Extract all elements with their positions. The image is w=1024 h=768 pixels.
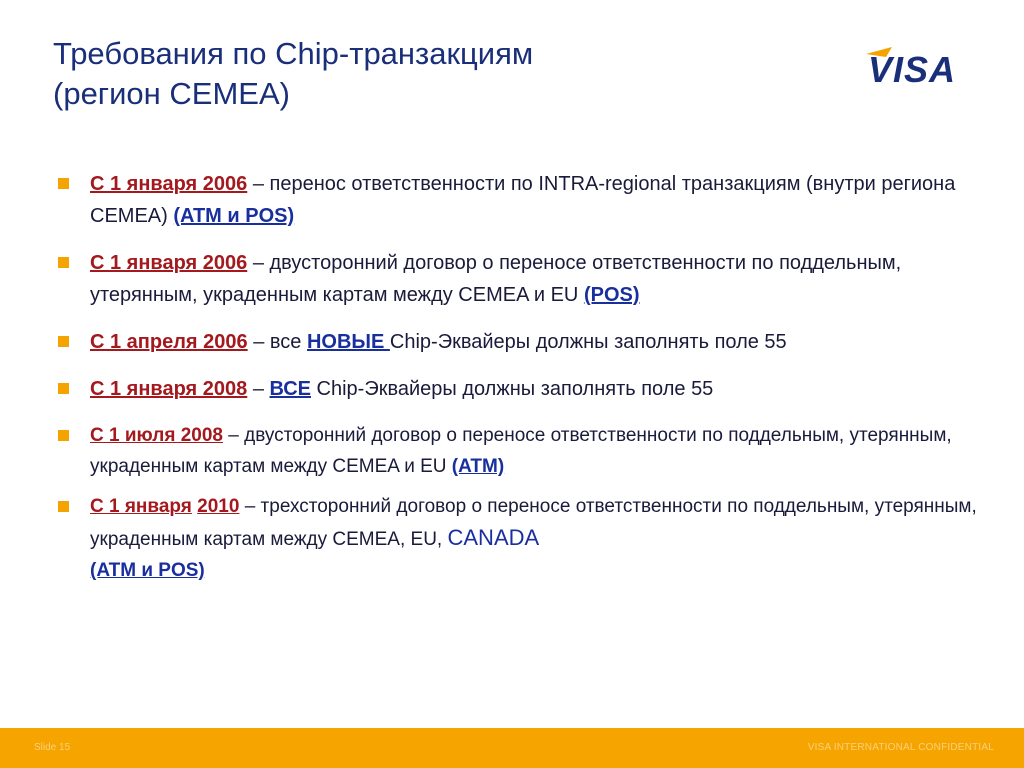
list-item bbox=[58, 491, 1008, 586]
item-date: С 1 января 2006 bbox=[90, 252, 248, 274]
requirements-list bbox=[58, 168, 1008, 597]
item-tag: (ATM и POS) bbox=[90, 560, 205, 581]
bullet-marker bbox=[58, 430, 69, 441]
item-date: С 1 января bbox=[90, 496, 192, 517]
item-text: – двусторонний договор о переносе ответственности по поддельным, утерянным, украденным картам между CEMEA и EU bbox=[90, 252, 902, 306]
item-text: – все bbox=[247, 331, 307, 353]
list-item bbox=[58, 247, 1008, 311]
list-item bbox=[58, 326, 1008, 358]
list-item bbox=[58, 168, 1008, 232]
item-text: Chip-Эквайеры должны заполнять поле 55 bbox=[389, 331, 787, 353]
slide-title bbox=[53, 34, 773, 114]
item-tag: (ATM) bbox=[451, 456, 505, 477]
list-item bbox=[58, 420, 1008, 482]
item-text: – трехсторонний договор о переносе ответственности по поддельным, утерянным, украденным картам между CEMEA, EU, bbox=[90, 496, 977, 550]
footer-bar bbox=[0, 728, 1024, 768]
item-emphasis: ВСЕ bbox=[269, 378, 311, 400]
item-emphasis: НОВЫЕ bbox=[306, 331, 390, 353]
slide-title-line-2: (регион CEMEA) bbox=[53, 76, 290, 111]
bullet-marker bbox=[58, 257, 69, 268]
visa-logo bbox=[864, 44, 976, 86]
visa-logo-text: VISA bbox=[868, 49, 957, 86]
item-date: С 1 января 2008 bbox=[90, 378, 248, 400]
item-text: – bbox=[247, 378, 270, 400]
item-text: – перенос ответственности по INTRA-regional транзакциям (внутри региона CEMEA) bbox=[90, 173, 956, 227]
item-date: С 1 июля 2008 bbox=[90, 425, 223, 446]
item-country: CANADA bbox=[447, 525, 540, 550]
slide-number: Slide 15 bbox=[34, 742, 71, 753]
item-tag: (POS) bbox=[583, 284, 640, 306]
list-item bbox=[58, 373, 1008, 405]
item-tag: (ATM и POS) bbox=[173, 205, 295, 227]
item-text: – двусторонний договор о переносе ответственности по поддельным, утерянным, украденным картам между CEMEA и EU bbox=[90, 425, 952, 477]
item-date: С 1 января 2006 bbox=[90, 173, 248, 195]
bullet-marker bbox=[58, 501, 69, 512]
bullet-marker bbox=[58, 178, 69, 189]
item-date-year: 2010 bbox=[197, 496, 240, 517]
bullet-marker bbox=[58, 336, 69, 347]
bullet-marker bbox=[58, 383, 69, 394]
slide-title-line-1: Требования по Chip-транзакциям bbox=[53, 36, 534, 71]
item-date: С 1 апреля 2006 bbox=[90, 331, 248, 353]
item-text: Chip-Эквайеры должны заполнять поле 55 bbox=[310, 378, 714, 400]
confidential-label: VISA INTERNATIONAL CONFIDENTIAL bbox=[807, 742, 994, 753]
